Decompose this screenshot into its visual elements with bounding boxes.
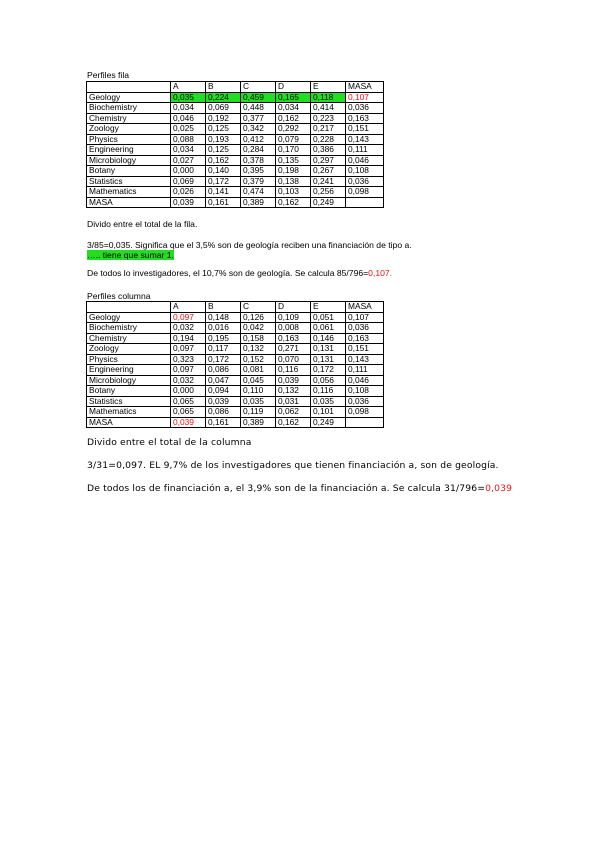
table-cell: Mathematics (87, 187, 171, 198)
table-cell: 0,379 (241, 176, 276, 187)
table-cell: 0,126 (241, 312, 276, 323)
table-cell: 0,161 (206, 197, 241, 208)
table-cell: 0,192 (206, 113, 241, 124)
table-cell: 0,267 (311, 166, 346, 177)
table-cell: 0,062 (276, 407, 311, 418)
row-profiles-note: Divido entre el total de la fila. (87, 219, 198, 229)
table-cell: 0,034 (171, 145, 206, 156)
table-cell: MASA (87, 197, 171, 208)
table-cell: 0,162 (276, 197, 311, 208)
table-row (87, 103, 384, 114)
table-cell: 0,036 (346, 396, 384, 407)
table-cell: 0,195 (206, 333, 241, 344)
table-header-row (87, 82, 384, 93)
table-cell: 0,094 (206, 386, 241, 397)
table-cell: 0,224 (206, 92, 241, 103)
table-cell: 0,000 (171, 166, 206, 177)
table-cell: 0,249 (311, 197, 346, 208)
table-cell: 0,172 (311, 365, 346, 376)
table-cell: 0,163 (346, 333, 384, 344)
table-cell: 0,032 (171, 375, 206, 386)
table-cell: Physics (87, 354, 171, 365)
table-row (87, 92, 384, 103)
table-cell: 0,097 (171, 365, 206, 376)
table-cell: 0,046 (171, 113, 206, 124)
table-cell: 0,039 (206, 396, 241, 407)
table-cell: 0,125 (206, 124, 241, 135)
table-cell: 0,047 (206, 375, 241, 386)
table-cell: 0,035 (311, 396, 346, 407)
table-cell: 0,069 (171, 176, 206, 187)
table-cell: 0,065 (171, 407, 206, 418)
table-cell: 0,132 (276, 386, 311, 397)
table-cell: 0,035 (241, 396, 276, 407)
table-cell: 0,065 (171, 396, 206, 407)
table-cell: 0,141 (206, 187, 241, 198)
table-cell: 0,098 (346, 407, 384, 418)
table-cell: 0,412 (241, 134, 276, 145)
row-profiles-total-text: De todos lo investigadores, el 10,7% son de geología. Se calcula 85/796= (87, 268, 369, 278)
table-cell: 0,027 (171, 155, 206, 166)
table-cell: 0,217 (311, 124, 346, 135)
table-cell: 0,056 (311, 375, 346, 386)
table-cell: Engineering (87, 365, 171, 376)
table-cell: Mathematics (87, 407, 171, 418)
table-cell: 0,165 (276, 92, 311, 103)
table-row (87, 417, 384, 428)
table-cell: 0,241 (311, 176, 346, 187)
table-row (87, 407, 384, 418)
table-row (87, 375, 384, 386)
table-cell: 0,111 (346, 145, 384, 156)
table-cell: 0,163 (346, 113, 384, 124)
table-cell: 0,194 (171, 333, 206, 344)
table-cell: 0,378 (241, 155, 276, 166)
table-cell: 0,146 (311, 333, 346, 344)
row-profiles-total-line (87, 268, 392, 278)
table-cell: Botany (87, 386, 171, 397)
table-cell: 0,026 (171, 187, 206, 198)
table-cell: 0,061 (311, 323, 346, 334)
table-cell: 0,109 (276, 312, 311, 323)
column-profiles-explanation: 3/31=0,097. EL 9,7% de los investigadores que tienen financiación a, son de geología. (87, 460, 499, 471)
table-cell: 0,036 (346, 103, 384, 114)
table-cell: 0,039 (171, 417, 206, 428)
table-cell: Zoology (87, 124, 171, 135)
table-cell: 0,377 (241, 113, 276, 124)
table-row (87, 155, 384, 166)
table-cell (346, 197, 384, 208)
table-cell: 0,297 (311, 155, 346, 166)
table-cell: Microbiology (87, 155, 171, 166)
table-cell: MASA (87, 417, 171, 428)
table-cell: 0,172 (206, 176, 241, 187)
table-cell: 0,086 (206, 407, 241, 418)
table-cell: Physics (87, 134, 171, 145)
sum-one-highlight-note: ….. tiene que sumar 1. (87, 250, 174, 260)
table-cell: 0,172 (206, 354, 241, 365)
table-header-cell: MASA (346, 82, 384, 93)
table-header-cell: A (171, 302, 206, 313)
table-cell: 0,151 (346, 124, 384, 135)
table-row (87, 344, 384, 355)
table-cell: 0,193 (206, 134, 241, 145)
table-row (87, 134, 384, 145)
table-cell: 0,148 (206, 312, 241, 323)
table-cell: 0,284 (241, 145, 276, 156)
table-row (87, 197, 384, 208)
table-cell: 0,151 (346, 344, 384, 355)
table-row (87, 396, 384, 407)
column-profiles-total-text: De todos los de financiación a, el 3,9% son de la financiación a. Se calcula 31/796= (87, 483, 486, 494)
table-row (87, 323, 384, 334)
table-header-cell: C (241, 302, 276, 313)
table-cell: Geology (87, 312, 171, 323)
table-cell: 0,034 (171, 103, 206, 114)
table-cell: 0,135 (276, 155, 311, 166)
table-header-cell: D (276, 302, 311, 313)
table-cell: Engineering (87, 145, 171, 156)
table-cell: Microbiology (87, 375, 171, 386)
table-cell: Biochemistry (87, 323, 171, 334)
table-cell: 0,035 (171, 92, 206, 103)
table-cell: 0,459 (241, 92, 276, 103)
table-cell: 0,323 (171, 354, 206, 365)
table-cell: 0,198 (276, 166, 311, 177)
table-header-cell: D (276, 82, 311, 93)
table-row (87, 312, 384, 323)
table-cell: 0,117 (206, 344, 241, 355)
table-cell: 0,039 (171, 197, 206, 208)
table-cell: 0,162 (276, 113, 311, 124)
table-header-cell: B (206, 302, 241, 313)
table-cell: 0,389 (241, 417, 276, 428)
table-row (87, 333, 384, 344)
table-cell: 0,386 (311, 145, 346, 156)
table-cell: 0,170 (276, 145, 311, 156)
table-cell: 0,031 (276, 396, 311, 407)
table-cell: 0,249 (311, 417, 346, 428)
table-cell: 0,138 (276, 176, 311, 187)
table-cell: 0,119 (241, 407, 276, 418)
table-cell: 0,228 (311, 134, 346, 145)
table-cell: 0,107 (346, 92, 384, 103)
table-row (87, 166, 384, 177)
table-cell: Chemistry (87, 333, 171, 344)
table-row (87, 113, 384, 124)
table-cell: Chemistry (87, 113, 171, 124)
table-cell: 0,342 (241, 124, 276, 135)
table-cell: 0,032 (171, 323, 206, 334)
table-cell: 0,131 (311, 354, 346, 365)
table-cell: Statistics (87, 396, 171, 407)
row-profiles-title: Perfiles fila (87, 70, 130, 80)
table-cell: 0,025 (171, 124, 206, 135)
column-profiles-total-value: 0,039 (485, 483, 513, 494)
table-cell: 0,116 (276, 365, 311, 376)
table-cell: 0,070 (276, 354, 311, 365)
table-cell: Zoology (87, 344, 171, 355)
table-row (87, 145, 384, 156)
table-cell: 0,162 (276, 417, 311, 428)
table-cell: 0,152 (241, 354, 276, 365)
table-cell: Botany (87, 166, 171, 177)
column-profiles-table (86, 301, 384, 428)
table-cell: 0,016 (206, 323, 241, 334)
table-cell: 0,101 (311, 407, 346, 418)
table-cell: Geology (87, 92, 171, 103)
table-cell: 0,395 (241, 166, 276, 177)
table-cell: 0,036 (346, 176, 384, 187)
table-header-cell (87, 302, 171, 313)
table-cell: 0,474 (241, 187, 276, 198)
table-cell: 0,034 (276, 103, 311, 114)
table-cell: 0,108 (346, 166, 384, 177)
table-cell: 0,098 (346, 187, 384, 198)
table-cell: 0,108 (346, 386, 384, 397)
table-cell: 0,125 (206, 145, 241, 156)
table-cell: 0,097 (171, 312, 206, 323)
table-cell: 0,042 (241, 323, 276, 334)
table-cell: 0,111 (346, 365, 384, 376)
table-header-cell (87, 82, 171, 93)
table-cell: 0,163 (276, 333, 311, 344)
table-cell: 0,158 (241, 333, 276, 344)
table-cell: 0,131 (311, 344, 346, 355)
table-cell: 0,046 (346, 375, 384, 386)
table-cell: 0,000 (171, 386, 206, 397)
table-cell: 0,448 (241, 103, 276, 114)
table-cell: 0,162 (206, 155, 241, 166)
table-cell: Biochemistry (87, 103, 171, 114)
column-profiles-total-line (87, 483, 512, 494)
table-cell: 0,161 (206, 417, 241, 428)
table-cell: 0,051 (311, 312, 346, 323)
table-cell: 0,107 (346, 312, 384, 323)
table-cell: 0,256 (311, 187, 346, 198)
table-cell: 0,118 (311, 92, 346, 103)
table-row (87, 176, 384, 187)
table-cell: 0,132 (241, 344, 276, 355)
table-cell: 0,069 (206, 103, 241, 114)
table-cell: 0,039 (276, 375, 311, 386)
table-cell: 0,079 (276, 134, 311, 145)
table-cell: 0,292 (276, 124, 311, 135)
table-cell: 0,046 (346, 155, 384, 166)
table-cell: 0,110 (241, 386, 276, 397)
table-cell: 0,143 (346, 134, 384, 145)
table-cell: 0,036 (346, 323, 384, 334)
table-cell: 0,271 (276, 344, 311, 355)
table-cell: 0,045 (241, 375, 276, 386)
table-cell: 0,008 (276, 323, 311, 334)
table-header-cell: E (311, 302, 346, 313)
table-row (87, 365, 384, 376)
table-header-cell: A (171, 82, 206, 93)
table-cell: 0,081 (241, 365, 276, 376)
table-cell: 0,086 (206, 365, 241, 376)
table-cell: 0,414 (311, 103, 346, 114)
table-cell: 0,389 (241, 197, 276, 208)
row-profiles-explanation: 3/85=0,035. Significa que el 3,5% son de geología reciben una financiación de tipo a. (87, 240, 412, 250)
table-row (87, 386, 384, 397)
table-cell: 0,223 (311, 113, 346, 124)
table-row (87, 354, 384, 365)
table-header-cell: E (311, 82, 346, 93)
table-cell: 0,116 (311, 386, 346, 397)
table-cell: 0,140 (206, 166, 241, 177)
table-cell (346, 417, 384, 428)
row-profiles-total-value: 0,107. (368, 268, 393, 278)
table-header-cell: MASA (346, 302, 384, 313)
row-profiles-table (86, 81, 384, 208)
table-header-row (87, 302, 384, 313)
column-profiles-note: Divido entre el total de la columna (87, 437, 252, 448)
table-header-cell: C (241, 82, 276, 93)
table-header-cell: B (206, 82, 241, 93)
table-cell: 0,088 (171, 134, 206, 145)
table-cell: 0,097 (171, 344, 206, 355)
highlight-note-line (87, 250, 174, 260)
table-cell: 0,103 (276, 187, 311, 198)
table-cell: 0,143 (346, 354, 384, 365)
table-cell: Statistics (87, 176, 171, 187)
table-row (87, 187, 384, 198)
table-row (87, 124, 384, 135)
column-profiles-title: Perfiles columna (87, 291, 151, 301)
